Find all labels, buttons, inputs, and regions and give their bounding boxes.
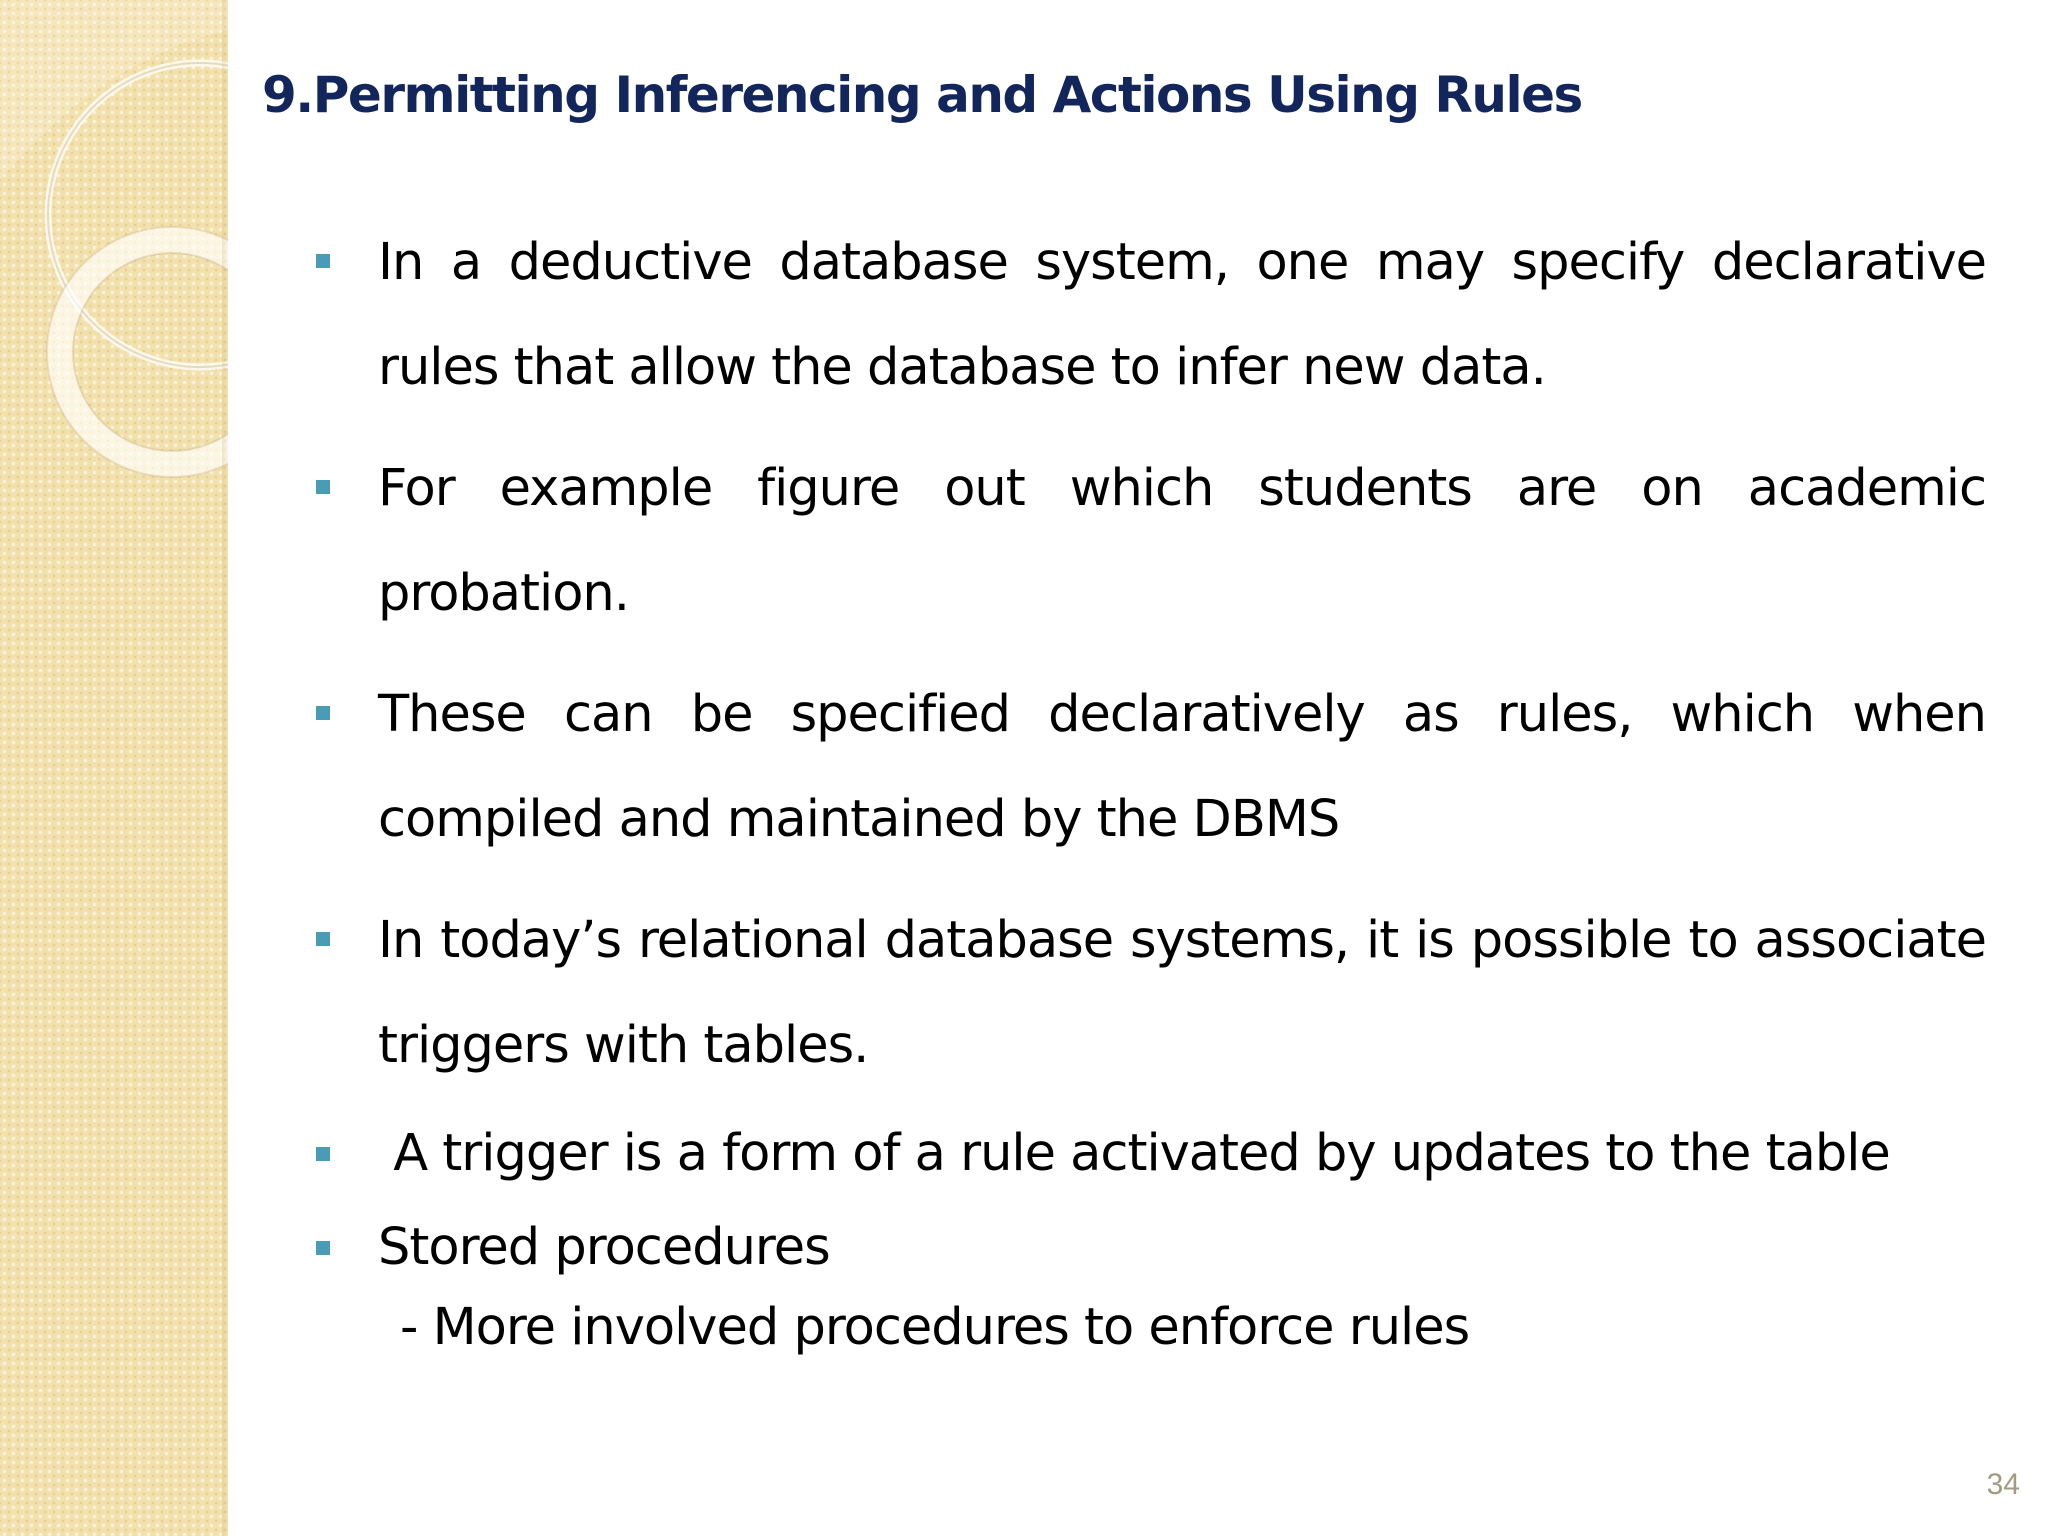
bullet-item bbox=[316, 888, 1986, 1098]
bullet-list bbox=[316, 210, 1986, 1368]
bullet-text: Stored procedures bbox=[378, 1218, 830, 1277]
square-bullet-icon bbox=[316, 932, 330, 946]
square-bullet-icon bbox=[316, 480, 330, 494]
sidebar-edge-shadow bbox=[222, 0, 228, 1536]
square-bullet-icon bbox=[316, 1241, 330, 1255]
slide-title: 9.Permitting Inferencing and Actions Using Rules bbox=[262, 66, 1582, 124]
square-bullet-icon bbox=[316, 1147, 330, 1161]
decorative-sidebar bbox=[0, 0, 228, 1536]
decorative-rings bbox=[0, 0, 228, 520]
square-bullet-icon bbox=[316, 254, 330, 268]
bullet-item bbox=[316, 210, 1986, 420]
bullet-item bbox=[316, 1208, 1986, 1288]
bullet-text: A trigger is a form of a rule activated by updates to the table bbox=[378, 1124, 1890, 1183]
bullet-item bbox=[316, 436, 1986, 646]
bullet-item bbox=[316, 1114, 1986, 1194]
bullet-text: In today’s relational database systems, it is possible to associate triggers with tables. bbox=[378, 911, 1986, 1075]
sub-item bbox=[316, 1288, 1986, 1368]
bullet-text: In a deductive database system, one may specify declarative rules that allow the database to infer new data. bbox=[378, 233, 1986, 397]
sub-item-text: - More involved procedures to enforce rules bbox=[400, 1298, 1470, 1357]
page-number: 34 bbox=[1986, 1468, 2020, 1501]
bullet-text: For example figure out which students are on academic probation. bbox=[378, 459, 1986, 623]
square-bullet-icon bbox=[316, 706, 330, 720]
bullet-item bbox=[316, 662, 1986, 872]
bullet-text: These can be specified declaratively as rules, which when compiled and maintained by the DBMS bbox=[378, 685, 1986, 849]
